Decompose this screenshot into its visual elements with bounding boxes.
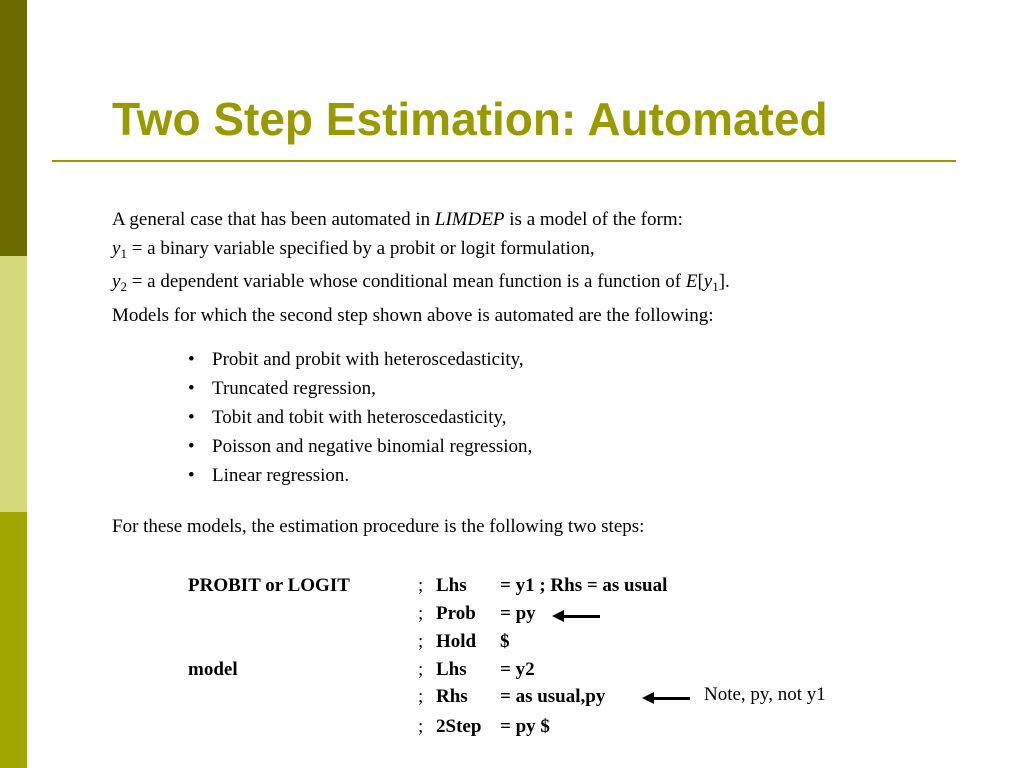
intro-line-1: A general case that has been automated in LIMDEP is a model of the form: — [112, 209, 683, 230]
list-item: • Poisson and negative binomial regression, — [188, 432, 532, 461]
intro-line-y1: $y_1 = a$ binary variable specified by a probit or logit formulation, — [112, 237, 595, 261]
steps-intro: For these models, the estimation procedure is the following two steps: — [112, 516, 645, 537]
code-row: ; Lhs = y2 — [418, 659, 535, 680]
intro-text — [112, 206, 730, 330]
code-row: ; Prob = py — [418, 603, 536, 624]
arrow-left-icon — [654, 697, 690, 700]
list-item: • Truncated regression, — [188, 374, 532, 403]
arrow-left-icon — [564, 615, 600, 618]
title-underline — [52, 160, 956, 162]
decor-bar-bottom — [0, 512, 27, 768]
list-item: • Linear regression. — [188, 461, 532, 490]
code-label-probit: PROBIT or LOGIT — [188, 575, 350, 596]
intro-line-y2: $y_2 = a$ dependent variable whose conditional mean function is a function of $E[y_1]$. — [112, 271, 730, 294]
list-item: • Probit and probit with heteroscedasticity, — [188, 345, 532, 374]
slide-title: Two Step Estimation: Automated — [112, 93, 828, 145]
code-row: ; Rhs = as usual,py — [418, 686, 606, 707]
limdep-name: LIMDEP — [434, 209, 505, 230]
code-row: ; Hold $ — [418, 631, 510, 652]
intro-line-4: Models for which the second step shown above is automated are the following: — [112, 304, 714, 326]
code-row: ; 2Step = py $ — [418, 716, 550, 737]
code-label-model: model — [188, 659, 238, 680]
decor-bar-top — [0, 0, 27, 256]
model-list — [188, 345, 532, 490]
code-note: Note, py, not y1 — [704, 684, 826, 705]
decor-bar-middle — [0, 256, 27, 512]
code-row: ; Lhs = y1 ; Rhs = as usual — [418, 575, 668, 596]
list-item: • Tobit and tobit with heteroscedasticity, — [188, 403, 532, 432]
